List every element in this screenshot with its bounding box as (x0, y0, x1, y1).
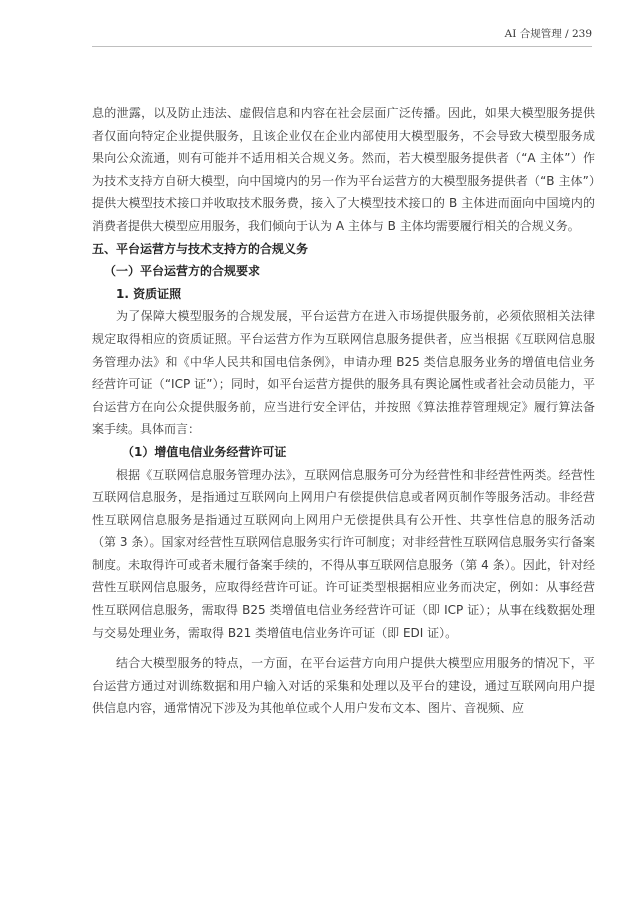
running-header: AI 合规管理 / 239 (504, 28, 592, 40)
paragraph: 为了保障大模型服务的合规发展，平台运营方在进入市场提供服务前，必须依照相关法律规定取得相应的资质证照。平台运营方作为互联网信息服务提供者，应当根据《互联网信息服务管理办法》和《中华人民共和国电信条例》，申请办理 B25 类信息服务业务的增值电信业务经营许可证（“ICP 证”）；同时，如平台运营方提供的服务具有舆论属性或者社会动员能力，平台运营方在向公众提供服务前，应当进行安全评估，并按照《算法推荐管理规定》履行算法备案手续。具体而言： (92, 309, 595, 437)
paragraph: 息的泄露，以及防止违法、虚假信息和内容在社会层面广泛传播。因此，如果大模型服务提供者仅面向特定企业提供服务，且该企业仅在企业内部使用大模型服务，不会导致大模型服务成果向公众流通，则有可能并不适用相关合规义务。然而，若大模型服务提供者（“A 主体”）作为技术支持方自研大模型，向中国境内的另一作为平台运营方的大模型服务提供者（“B 主体”）提供大模型技术接口并收取技术服务费，接入了大模型技术接口的 B 主体进而面向中国境内的消费者提供大模型应用服务，我们倾向于认为 A 主体与 B 主体均需要履行相关的合规义务。 (92, 106, 595, 233)
section-heading: 五、平台运营方与技术支持方的合规义务 (92, 241, 309, 256)
header-rule (92, 46, 592, 47)
page-body (92, 102, 595, 720)
paragraph: 根据《互联网信息服务管理办法》，互联网信息服务可分为经营性和非经营性两类。经营性互联网信息服务，是指通过互联网向上网用户有偿提供信息或者网页制作等服务活动。非经营性互联网信息服务是指通过互联网向上网用户无偿提供具有公开性、共享性信息的服务活动（第 3 条）。国家对经营性互联网信息服务实行许可制度；对非经营性互联网信息服务实行备案制度。未取得许可或者未履行备案手续的，不得从事互联网信息服务（第 4 条）。因此，针对经营性互联网信息服务，应取得经营许可证。许可证类型根据相应业务而决定，例如：从事经营性互联网信息服务，需取得 B25 类增值电信业务经营许可证（即 ICP 证）；从事在线数据处理与交易处理业务，需取得 B21 类增值电信业务许可证（即 EDI 证）。 (92, 467, 595, 640)
paragraph: 结合大模型服务的特点，一方面，在平台运营方向用户提供大模型应用服务的情况下，平台运营方通过对训练数据和用户输入对话的采集和处理以及平台的建设，通过互联网向用户提供信息内容，通常情况下涉及为其他单位或个人用户发布文本、图片、音视频、应 (92, 656, 595, 716)
subsection-heading: （一）平台运营方的合规要求 (104, 264, 261, 279)
subsubsection-heading: 1. 资质证照 (116, 286, 182, 301)
item-heading: （1）增值电信业务经营许可证 (122, 444, 287, 459)
